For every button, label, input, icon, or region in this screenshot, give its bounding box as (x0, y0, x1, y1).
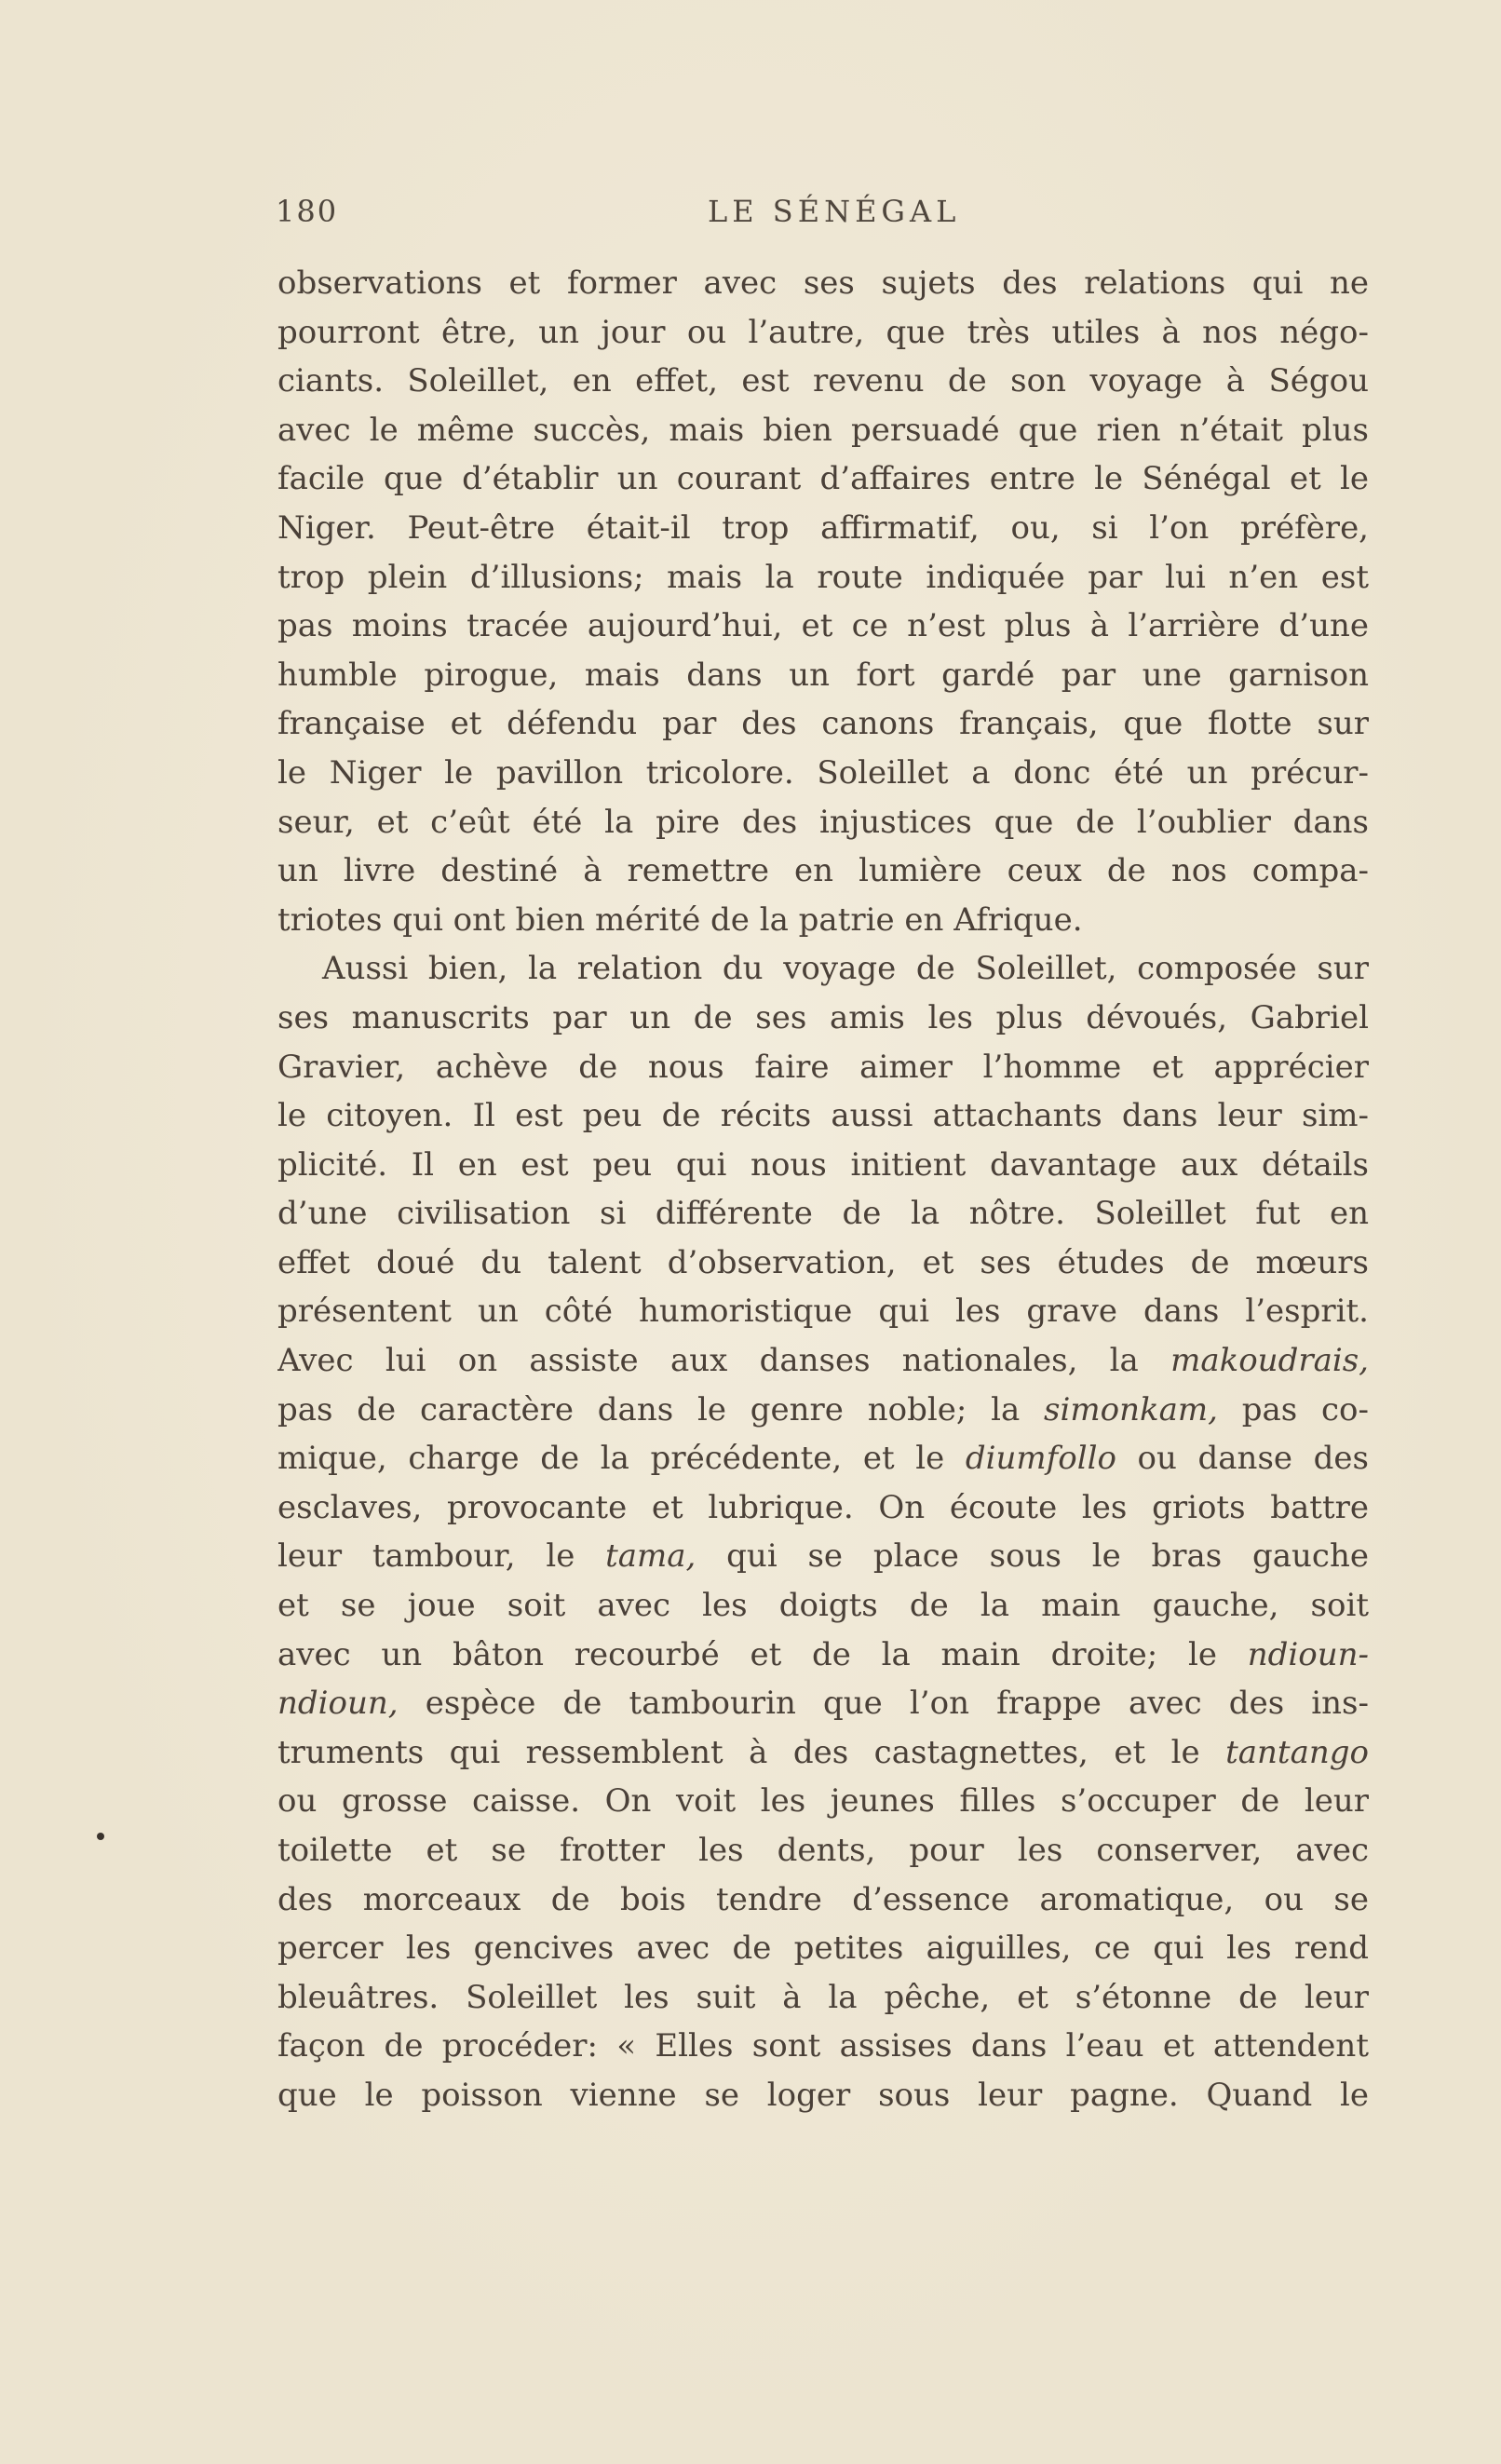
text-line (277, 1043, 1369, 1092)
text-segment: plicité. Il en est peu qui nous initient davantage aux détails (277, 1145, 1369, 1184)
text-line (277, 504, 1369, 553)
text-segment: le citoyen. Il est peu de récits aussi attachants dans leur sim- (277, 1097, 1369, 1135)
text-segment: percer les gencives avec de petites aiguilles, ce qui les rend (277, 1929, 1369, 1968)
text-segment: avec un bâton recourbé et de la main droite; le (277, 1635, 1248, 1673)
text-line (277, 1386, 1369, 1435)
text-line (277, 2071, 1369, 2120)
text-line (277, 259, 1369, 308)
text-line (277, 1728, 1369, 1778)
page-header (276, 194, 1374, 240)
text-line (277, 1091, 1369, 1141)
italic-term: tantango (1225, 1733, 1369, 1771)
italic-term: simonkam, (1044, 1390, 1218, 1428)
text-segment: et se joue soit avec les doigts de la main gauche, soit (277, 1587, 1369, 1625)
text-line (277, 1141, 1369, 1190)
text-segment: que le poisson vienne se loger sous leur pagne. Quand le (277, 2076, 1369, 2114)
running-title: LE SÉNÉGAL (708, 194, 961, 229)
text-segment: pas moins tracée aujourd’hui, et ce n’est plus à l’arrière d’une (277, 607, 1369, 645)
text-segment: bleuâtres. Soleillet les suit à la pêche, et s’étonne de leur (277, 1978, 1369, 2016)
text-segment: Niger. Peut-être était-il trop affirmatif, ou, si l’on préfère, (277, 508, 1369, 547)
text-line (277, 1336, 1369, 1386)
text-segment: pourront être, un jour ou l’autre, que très utiles à nos négo- (277, 313, 1369, 351)
text-line (277, 846, 1369, 896)
text-line (277, 651, 1369, 700)
text-line (277, 1287, 1369, 1336)
text-segment: Aussi bien, la relation du voyage de Soleillet, composée sur (322, 950, 1369, 988)
text-line (277, 1532, 1369, 1581)
text-segment: esclaves, provocante et lubrique. On écoute les griots battre (277, 1488, 1369, 1526)
text-line (277, 1875, 1369, 1925)
text-line (277, 553, 1369, 602)
text-line (277, 1483, 1369, 1533)
text-line (277, 1679, 1369, 1728)
text-line (277, 1826, 1369, 1875)
text-segment: un livre destiné à remettre en lumière ceux de nos compa- (277, 852, 1369, 890)
text-line (277, 896, 1369, 945)
text-line (277, 749, 1369, 798)
text-segment: pas co- (1217, 1390, 1369, 1428)
text-line (277, 2022, 1369, 2071)
italic-term: ndioun, (277, 1685, 399, 1723)
text-segment: toilette et se frotter les dents, pour les conserver, avec (277, 1832, 1369, 1869)
text-line (277, 454, 1369, 504)
text-segment: française et défendu par des canons français, que flotte sur (277, 705, 1369, 743)
text-line (277, 406, 1369, 455)
text-segment: façon de procéder: « Elles sont assises dans l’eau et attendent (277, 2027, 1369, 2065)
text-segment: truments qui ressemblent à des castagnettes, et le (277, 1733, 1226, 1771)
text-line (277, 798, 1369, 847)
text-line (277, 1973, 1369, 2023)
text-segment: qui se place sous le bras gauche (696, 1537, 1369, 1576)
text-segment: leur tambour, le (277, 1537, 606, 1576)
text-segment: pas de caractère dans le genre noble; la (277, 1390, 1045, 1428)
text-line (277, 308, 1369, 358)
text-segment: le Niger le pavillon tricolore. Soleillet a donc été un précur- (277, 753, 1369, 792)
text-segment: présentent un côté humoristique qui les grave dans l’esprit. (277, 1293, 1369, 1331)
text-segment: ou grosse caisse. On voit les jeunes filles s’occuper de leur (277, 1782, 1369, 1821)
italic-term: tama, (605, 1537, 696, 1576)
text-segment: ou danse des (1116, 1440, 1369, 1478)
text-line (277, 944, 1369, 994)
text-segment: humble pirogue, mais dans un fort gardé par une garnison (277, 656, 1369, 694)
text-line (277, 1189, 1369, 1239)
text-line (277, 699, 1369, 749)
text-line (277, 1924, 1369, 1973)
text-line (277, 1777, 1369, 1826)
text-segment: facile que d’établir un courant d’affaires entre le Sénégal et le (277, 460, 1369, 498)
text-segment: d’une civilisation si différente de la nôtre. Soleillet fut en (277, 1195, 1369, 1233)
text-segment: Avec lui on assiste aux danses nationales, la (277, 1342, 1171, 1380)
text-line (277, 1239, 1369, 1288)
margin-ink-dot (97, 1833, 104, 1840)
italic-term: diumfollo (965, 1440, 1116, 1478)
text-segment: avec le même succès, mais bien persuadé que rien n’était plus (277, 411, 1369, 449)
text-line (277, 357, 1369, 406)
text-line (277, 1581, 1369, 1631)
text-segment: observations et former avec ses sujets des relations qui ne (277, 264, 1369, 302)
text-segment: des morceaux de bois tendre d’essence aromatique, ou se (277, 1880, 1369, 1918)
italic-term: ndioun- (1247, 1635, 1369, 1673)
text-segment: triotes qui ont bien mérité de la patrie en Afrique. (277, 900, 1083, 939)
text-segment: Gravier, achève de nous faire aimer l’homme et apprécier (277, 1048, 1369, 1086)
text-segment: espèce de tambourin que l’on frappe avec des ins- (398, 1685, 1369, 1723)
body-text (277, 259, 1369, 2120)
text-segment: ses manuscrits par un de ses amis les plus dévoués, Gabriel (277, 998, 1369, 1036)
text-segment: effet doué du talent d’observation, et ses études de mœurs (277, 1243, 1369, 1281)
text-segment: trop plein d’illusions; mais la route indiquée par lui n’en est (277, 558, 1369, 596)
text-line (277, 602, 1369, 651)
text-segment: mique, charge de la précédente, et le (277, 1440, 966, 1478)
text-line (277, 1434, 1369, 1483)
text-line (277, 994, 1369, 1043)
text-line (277, 1631, 1369, 1680)
italic-term: makoudrais, (1170, 1342, 1369, 1380)
text-segment: ciants. Soleillet, en effet, est revenu de son voyage à Ségou (277, 362, 1369, 400)
text-segment: seur, et c’eût été la pire des injustices que de l’oublier dans (277, 803, 1369, 841)
page-number: 180 (276, 194, 339, 229)
